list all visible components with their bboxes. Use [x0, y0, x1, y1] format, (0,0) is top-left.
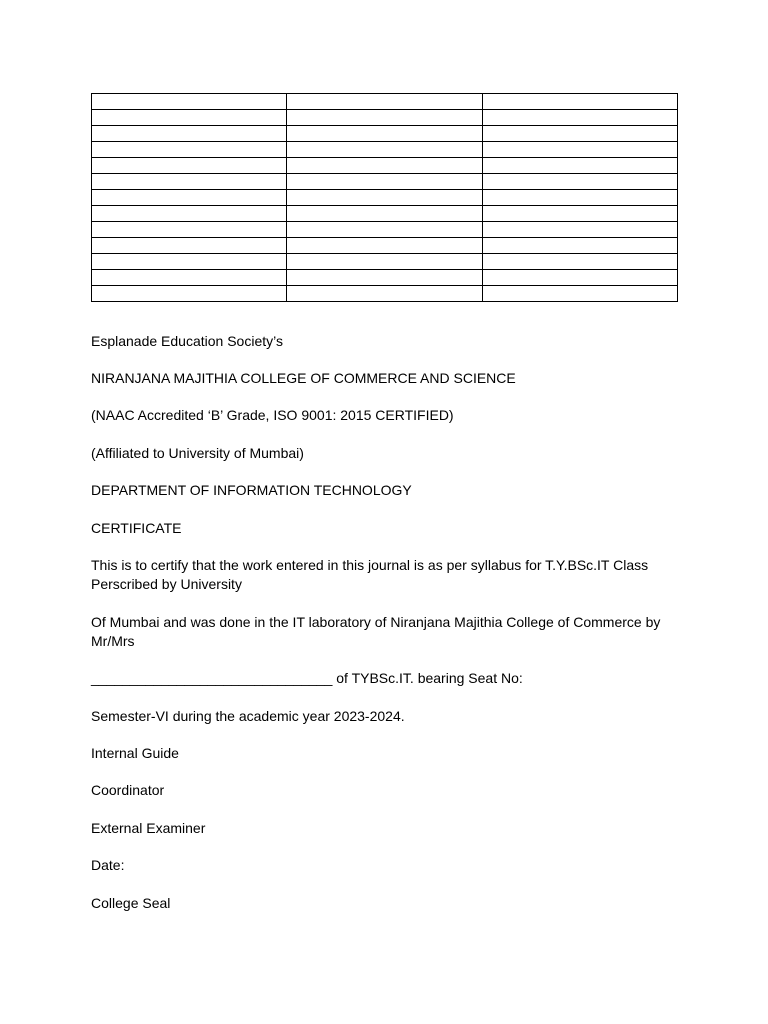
table-cell	[482, 222, 677, 238]
table-cell	[287, 174, 482, 190]
table-cell	[92, 142, 287, 158]
table-row	[92, 222, 678, 238]
college-seal-label: College Seal	[91, 895, 171, 911]
student-name-line: _______________________________ of TYBSc.IT. bearing Seat No:	[91, 670, 523, 686]
semester-text: Semester-VI during the academic year 2023-2024.	[91, 708, 405, 724]
table-row	[92, 254, 678, 270]
affiliation-text: (Affiliated to University of Mumbai)	[91, 445, 304, 461]
accreditation-text: (NAAC Accredited ‘B’ Grade, ISO 9001: 2015 CERTIFIED)	[91, 407, 454, 423]
table-cell	[92, 94, 287, 110]
table-row	[92, 110, 678, 126]
table-row	[92, 174, 678, 190]
table-cell	[287, 222, 482, 238]
table-cell	[482, 158, 677, 174]
society-name: Esplanade Education Society’s	[91, 333, 283, 349]
certificate-paragraph-1: This is to certify that the work entered in this journal is as per syllabus for T.Y.BSc.IT Class Perscribed by University	[91, 557, 649, 592]
table-row	[92, 142, 678, 158]
external-examiner-label: External Examiner	[91, 820, 206, 836]
table-row	[92, 270, 678, 286]
coordinator-label: Coordinator	[91, 782, 165, 798]
table-cell	[92, 110, 287, 126]
table-cell	[287, 286, 482, 302]
table-cell	[287, 238, 482, 254]
table-cell	[482, 270, 677, 286]
table-row	[92, 286, 678, 302]
table-cell	[92, 238, 287, 254]
table-cell	[482, 286, 677, 302]
table-cell	[287, 206, 482, 222]
table-cell	[482, 126, 677, 142]
table-cell	[92, 270, 287, 286]
table-cell	[482, 238, 677, 254]
certificate-paragraph-2: Of Mumbai and was done in the IT laboratory of Niranjana Majithia College of Commerce by Mr/Mrs	[91, 614, 661, 649]
table-cell	[287, 142, 482, 158]
table-cell	[92, 286, 287, 302]
table-cell	[287, 158, 482, 174]
certificate-heading: CERTIFICATE	[91, 520, 182, 536]
table-cell	[92, 158, 287, 174]
table-row	[92, 190, 678, 206]
table-cell	[92, 254, 287, 270]
table-cell	[287, 270, 482, 286]
table-cell	[482, 206, 677, 222]
table-cell	[92, 222, 287, 238]
blank-grid-body	[92, 94, 678, 302]
table-cell	[287, 94, 482, 110]
table-cell	[92, 126, 287, 142]
table-cell	[92, 174, 287, 190]
table-row	[92, 238, 678, 254]
table-row	[92, 158, 678, 174]
table-cell	[482, 94, 677, 110]
table-cell	[287, 110, 482, 126]
blank-grid-table	[91, 93, 678, 302]
table-cell	[287, 254, 482, 270]
table-cell	[287, 126, 482, 142]
table-cell	[92, 206, 287, 222]
internal-guide-label: Internal Guide	[91, 745, 179, 761]
table-cell	[287, 190, 482, 206]
table-cell	[482, 254, 677, 270]
table-row	[92, 94, 678, 110]
college-name: NIRANJANA MAJITHIA COLLEGE OF COMMERCE AND SCIENCE	[91, 370, 516, 386]
table-cell	[482, 110, 677, 126]
table-cell	[482, 190, 677, 206]
table-cell	[92, 190, 287, 206]
department-name: DEPARTMENT OF INFORMATION TECHNOLOGY	[91, 482, 412, 498]
table-row	[92, 206, 678, 222]
date-label: Date:	[91, 857, 125, 873]
table-cell	[482, 174, 677, 190]
table-cell	[482, 142, 677, 158]
table-row	[92, 126, 678, 142]
